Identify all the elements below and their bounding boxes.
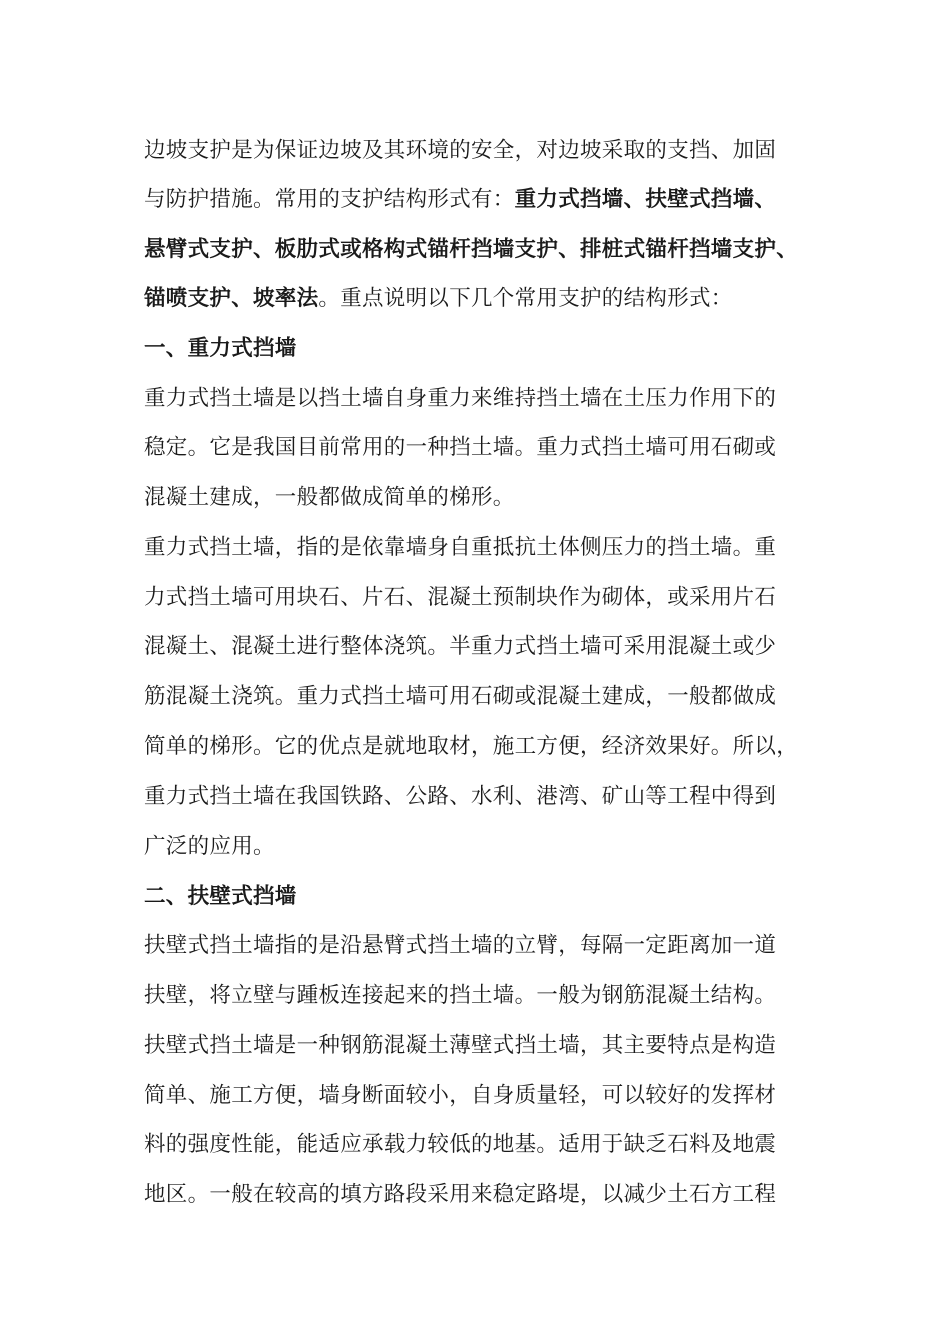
paragraph-line: 扶壁式挡土墙是一种钢筋混凝土薄壁式挡土墙，其主要特点是构造 (144, 1033, 777, 1058)
intro-line-4-text: 。重点说明以下几个常用支护的结构形式： (318, 286, 733, 311)
intro-line-2 (144, 182, 834, 218)
paragraph-line: 重力式挡土墙在我国铁路、公路、水利、港湾、矿山等工程中得到 (144, 784, 777, 809)
paragraph-line: 扶壁，将立壁与踵板连接起来的挡土墙。一般为钢筋混凝土结构。 (144, 983, 777, 1008)
paragraph-line: 简单的梯形。它的优点是就地取材，施工方便，经济效果好。所以， (144, 734, 799, 759)
paragraph-line: 稳定。它是我国目前常用的一种挡土墙。重力式挡土墙可用石砌或 (144, 435, 777, 460)
intro-line-3: 悬臂式支护、板肋式或格构式锚杆挡墙支护、排桩式锚杆挡墙支护、 (144, 237, 799, 262)
intro-line-1: 边坡支护是为保证边坡及其环境的安全，对边坡采取的支挡、加固 (144, 138, 777, 163)
paragraph-line: 地区。一般在较高的填方路段采用来稳定路堤，以减少土石方工程 (144, 1182, 777, 1207)
section-heading-gravity-wall: 一、重力式挡墙 (144, 336, 297, 361)
section-heading-buttress-wall: 二、扶壁式挡墙 (144, 884, 297, 909)
paragraph-line: 扶壁式挡土墙指的是沿悬臂式挡土墙的立臂，每隔一定距离加一道 (144, 933, 777, 958)
paragraph-line: 力式挡土墙可用块石、片石、混凝土预制块作为砌体，或采用片石 (144, 585, 777, 610)
intro-line-2-bold: 重力式挡墙、扶壁式挡墙、 (514, 187, 777, 212)
paragraph-line: 料的强度性能，能适应承载力较低的地基。适用于缺乏石料及地震 (144, 1132, 777, 1157)
intro-line-4-bold: 锚喷支护、坡率法 (144, 286, 319, 311)
paragraph-line: 重力式挡土墙，指的是依靠墙身自重抵抗土体侧压力的挡土墙。重 (144, 535, 777, 560)
intro-line-4 (144, 281, 834, 317)
paragraph-line: 筋混凝土浇筑。重力式挡土墙可用石砌或混凝土建成，一般都做成 (144, 684, 777, 709)
intro-line-2-text: 与防护措施。常用的支护结构形式有： (144, 187, 515, 212)
paragraph-line: 广泛的应用。 (144, 834, 275, 859)
paragraph-line: 混凝土、混凝土进行整体浇筑。半重力式挡土墙可采用混凝土或少 (144, 634, 777, 659)
paragraph-line: 重力式挡土墙是以挡土墙自身重力来维持挡土墙在土压力作用下的 (144, 386, 777, 411)
paragraph-line: 混凝土建成，一般都做成简单的梯形。 (144, 485, 515, 510)
paragraph-line: 简单、施工方便，墙身断面较小，自身质量轻，可以较好的发挥材 (144, 1083, 777, 1108)
